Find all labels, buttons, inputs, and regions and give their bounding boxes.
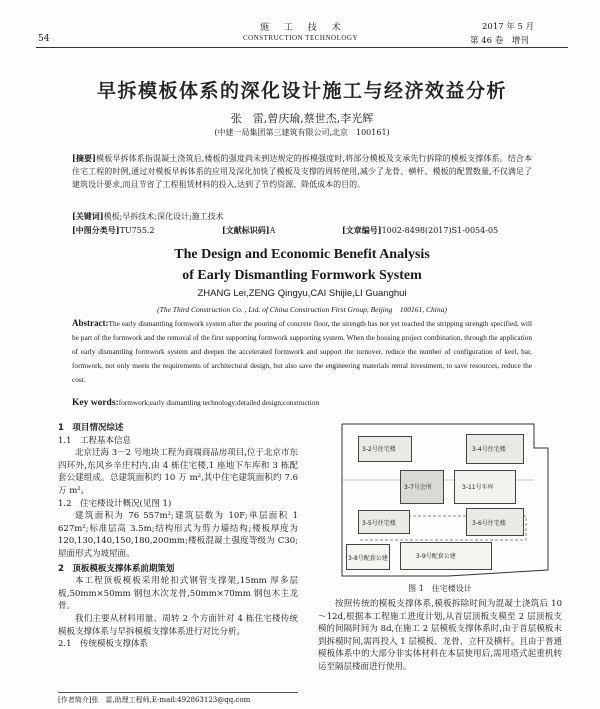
keywords-cn-label: [关键词] bbox=[72, 211, 104, 221]
abstract-en-label: Abstract: bbox=[72, 318, 109, 328]
issue-volume: 第 46 卷 增刊 bbox=[470, 36, 529, 46]
keywords-cn bbox=[72, 211, 532, 222]
keywords-en bbox=[72, 398, 532, 408]
label-building-3-5: 3-5号住宅楼 bbox=[362, 520, 396, 527]
figure-caption: 图 1 住宅楼设计 bbox=[408, 584, 472, 593]
authors-en: ZHANG Lei,ZENG Qingyu,CAI Shijie,LI Guanghui bbox=[197, 288, 407, 299]
keywords-en-text: formwork;early dismantling technology;detailed design;construction bbox=[118, 398, 320, 407]
paragraph-project-info: 北京迁海 3－2 号地块工程为商端商品房项目,位于北京市东四环外,东风乡辛庄村内,由 4 栋住宅楼,1 座地下车库和 3 栋配套公建组成。总建筑面积约 10 万 m²,其中住宅建筑面积约 7.6 万 m²。 bbox=[58, 448, 298, 496]
keywords-cn-text: 模板;早拆技术;深化设计;施工技术 bbox=[103, 212, 224, 221]
header-rule bbox=[36, 47, 568, 48]
label-building-3-4: 3-4号住宅楼 bbox=[472, 446, 506, 453]
site-plan-figure bbox=[338, 420, 552, 580]
body-left-column bbox=[58, 420, 298, 651]
paper-title-en-line2: of Early Dismantling Formwork System bbox=[182, 268, 422, 283]
paper-title-en-line1: The Design and Economic Benefit Analysis bbox=[174, 247, 430, 262]
section-heading-1-1: 1.1 工程基本信息 bbox=[58, 435, 132, 446]
affiliation-cn: (中建一局集团第三建筑有限公司,北京 100161) bbox=[214, 128, 390, 137]
label-building-3-7: 3-7号会所 bbox=[404, 484, 432, 491]
journal-title-en: CONSTRUCTION TECHNOLOGY bbox=[243, 34, 359, 42]
paragraph-design-overview: 建筑面积为 76 557m²;建筑层数为 10F;单层面积 1 627m²;标准层高 3.5m;结构形式为剪力墙结构;楼板厚度为 120,130,140,150,180,200mm;楼板混凝土强度等级为 C30;屋面形式为坡屋面。 bbox=[58, 511, 298, 559]
section-heading-2-1: 2.1 传统模板支撑体系 bbox=[58, 639, 149, 650]
affiliation-en: (The Third Construction Co. , Ltd. of China Construction First Group, Beijing 100161, China) bbox=[157, 305, 447, 314]
abstract-en-text: The early dismantling formwork system after the pouring of concrete floor, the strength has not yet reached the stripping strength specified, will be part of the formwork and the removal of the first supporting formwork supporting system. When the housing project combination, through the application of early dismantling formwork system and deepen the accelerated formwork and support the turnover, reduce the number of configuration of keel, bar, formwork, not only meets the requirements of architectural design, but also save the engineering materials rental investment, to save resources, reduce the cost. bbox=[72, 319, 532, 384]
page-number: 54 bbox=[38, 34, 50, 44]
abstract-cn-label: [摘要] bbox=[72, 153, 96, 163]
paragraph-comparison: 我们主要从材料用量、周转 2 个方面针对 4 栋住宅楼传统模板支撑体系与早拆模板支撑体系进行对比分析。 bbox=[58, 613, 298, 637]
paper-title-en bbox=[36, 244, 568, 286]
label-building-3-6: 3-6号住宅楼 bbox=[472, 520, 506, 527]
body-right-column bbox=[318, 598, 562, 674]
abstract-cn bbox=[72, 152, 532, 191]
paragraph-traditional-formwork: 按照传统的模板支撑体系,模板拆除时间为混凝土浇筑后 10～12d,根据本工程施工进度计划,从首层顶板支模至 2 层顶板支模的间隔时间为 8d,在施工 2 层模板支撑体系时,由于首层模板未到拆模时间,需再投入 1 层模板、龙骨、立杆及横杆。且由于普通模板体系中的大部分非实体材料在本层使用后,需用塔式起重机转运至隔层楼面进行使用。 bbox=[318, 599, 562, 672]
label-building-3-2: 3-2号住宅楼 bbox=[362, 446, 396, 453]
article-no-value: 1002-8498(2017)S1-0054-05 bbox=[381, 226, 499, 235]
clc-label: [中图分类号] bbox=[72, 225, 120, 235]
abstract-cn-text: 模板早拆体系指混凝土浇筑后,楼板的强度尚未到达规定的拆模强度时,将部分模板及支承先行拆除的模板支撑体系。结合本住宅工程的时例,通过对模板早拆体系的应用及深化加快了模板及支撑的周转使用,减少了龙骨、横杆、模板的配置数量,不仅满足了建筑设计要求,而且节省了工程租赁材料的投入,达到了节约资源、降低成本的目的。 bbox=[72, 154, 532, 189]
section-heading-1-2: 1.2 住宅楼设计概况(见图 1) bbox=[58, 498, 172, 509]
journal-title-cn: 施 工 技 术 bbox=[260, 23, 347, 33]
label-building-3-8: 3-8号配套公建 bbox=[348, 555, 388, 562]
section-heading-2: 2 顶板模板支撑体系前期策划 bbox=[58, 563, 175, 574]
author-footnote: [作者简介]张 雷,助理工程师,E-mail:492863123@qq.com bbox=[58, 692, 298, 705]
paper-title-cn: 早拆模板体系的深化设计施工与经济效益分析 bbox=[96, 80, 507, 102]
article-no-label: [文章编号] bbox=[342, 225, 382, 235]
issue-date: 2017 年 5 月 bbox=[482, 22, 535, 32]
abstract-en bbox=[72, 316, 532, 387]
label-building-3-11: 3-11号车库 bbox=[462, 484, 494, 491]
clc-value: TU755.2 bbox=[119, 226, 155, 235]
doc-code-label: [文献标识码] bbox=[222, 225, 270, 235]
paragraph-formwork-materials: 本工程顶板模板采用轮扣式钢管支撑架,15mm 厚多层板,50mm×50mm 钢包木次龙骨,50mm×70mm 钢包木主龙骨。 bbox=[58, 576, 298, 612]
keywords-en-label: Key words: bbox=[72, 398, 119, 408]
classification-line bbox=[72, 225, 532, 236]
label-building-3-9: 3-9号配套公建 bbox=[416, 553, 456, 560]
doc-code-value: A bbox=[269, 226, 276, 235]
section-heading-1: 1 项目情况综述 bbox=[58, 423, 124, 433]
authors-cn: 张 雷,曾庆瑜,蔡世杰,李光辉 bbox=[230, 112, 374, 125]
